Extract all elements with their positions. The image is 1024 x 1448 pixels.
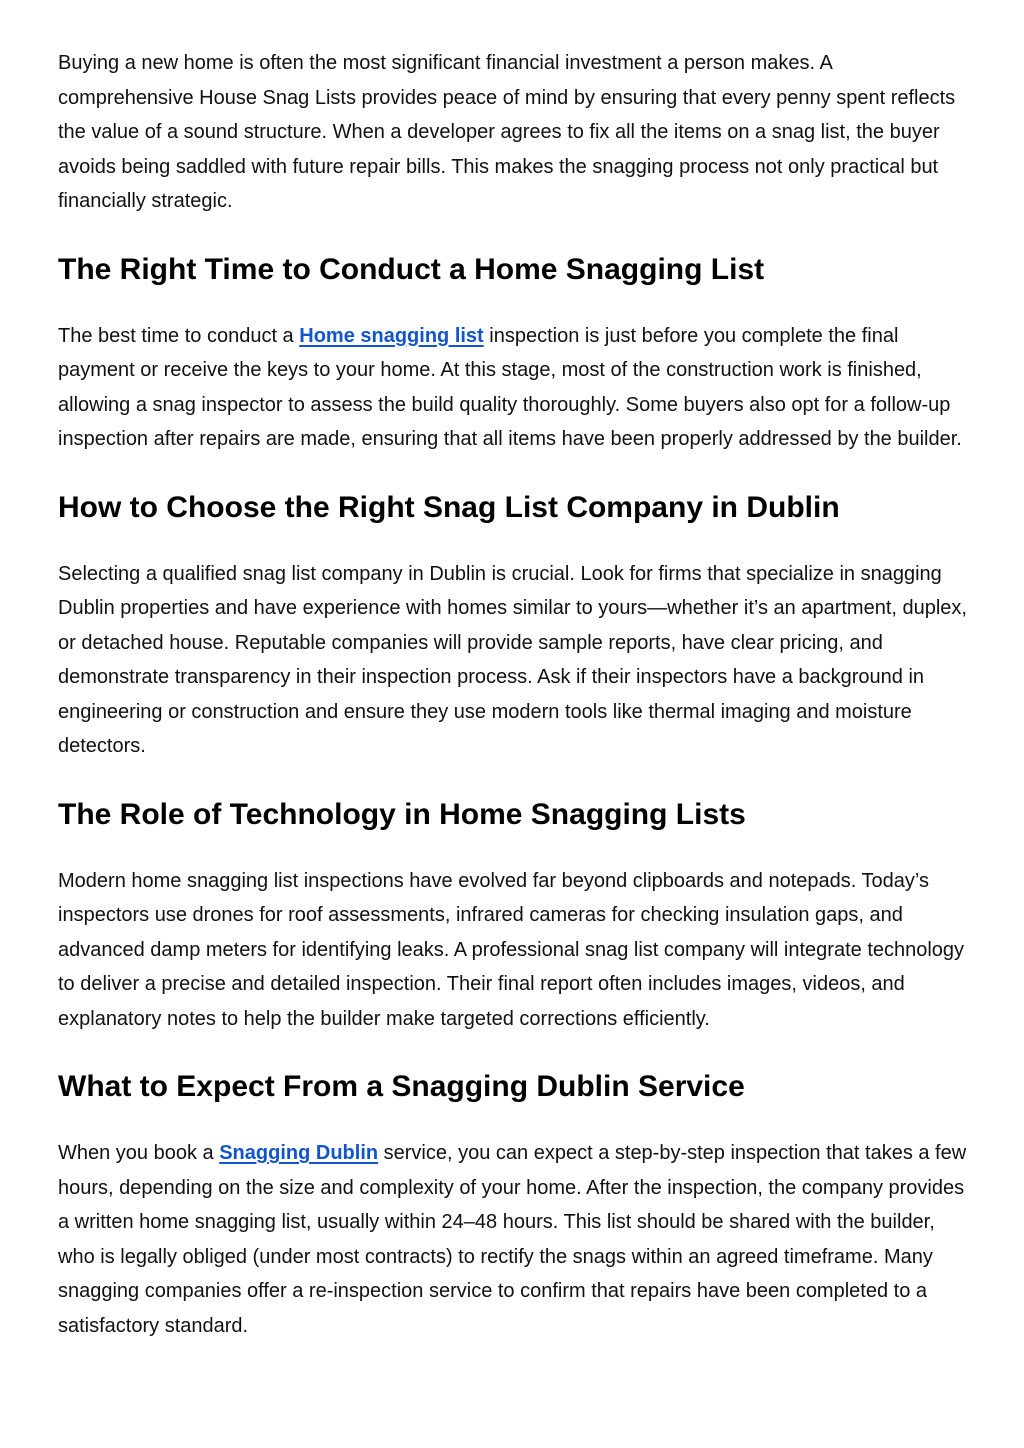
heading-technology: The Role of Technology in Home Snagging Lists — [58, 797, 746, 831]
heading-choose-company: How to Choose the Right Snag List Company in Dublin — [58, 490, 840, 524]
paragraph-right-time-rest: inspection is just before you complete the final payment or receive the keys to your home. At this stage, most of the construction work is finished, allowing a snag inspector to assess the build quality thoroughly. Some buyers also opt for a follow-up inspection after repairs are made, ensuring that all items have been properly addressed by the builder. — [58, 324, 962, 450]
heading-right-time: The Right Time to Conduct a Home Snagging List — [58, 252, 765, 286]
snagging-dublin-link[interactable]: Snagging Dublin — [219, 1142, 379, 1164]
paragraph-technology: Modern home snagging list inspections have evolved far beyond clipboards and notepads. Today’s inspectors use drones for roof assessments, infrared cameras for checking insulation gaps, and advanced damp meters for identifying leaks. A professional snag list company will integrate technology to deliver a precise and detailed inspection. Their final report often includes images, videos, and explanatory notes to help the builder make targeted corrections efficiently. — [58, 869, 965, 1030]
home-snagging-list-link[interactable]: Home snagging list — [299, 324, 484, 347]
document-page — [58, 46, 968, 1343]
paragraph-what-to-expect-lead: When you book a — [58, 1142, 220, 1164]
paragraph-what-to-expect-rest: service, you can expect a step-by-step inspection that takes a few hours, depending on the size and complexity of your home. After the inspection, the company provides a written home snagging list, usually within 24–48 hours. This list should be shared with the builder, who is legally obliged (under most contracts) to rectify the snags within an agreed timeframe. Many snagging companies offer a re-inspection service to confirm that repairs have been completed to a satisfactory standard. — [58, 1142, 967, 1337]
heading-what-to-expect: What to Expect From a Snagging Dublin Service — [58, 1070, 745, 1103]
paragraph-right-time-lead: The best time to conduct a — [58, 324, 300, 347]
paragraph-what-to-expect — [58, 1136, 968, 1343]
paragraph-choose-company: Selecting a qualified snag list company in Dublin is crucial. Look for firms that specialize in snagging Dublin properties and have experience with homes similar to yours—whether it’s an apartment, duplex, or detached house. Reputable companies will provide sample reports, have clear pricing, and demonstrate transparency in their inspection process. Ask if their inspectors have a background in engineering or construction and ensure they use modern tools like thermal imaging and moisture detectors. — [58, 562, 967, 757]
paragraph-right-time — [58, 319, 968, 457]
intro-paragraph: Buying a new home is often the most significant financial investment a person makes. A comprehensive House Snag Lists provides peace of mind by ensuring that every penny spent reflects the value of a sound structure. When a developer agrees to fix all the items on a snag list, the buyer avoids being saddled with future repair bills. This makes the snagging process not only practical but financially strategic. — [58, 52, 956, 212]
